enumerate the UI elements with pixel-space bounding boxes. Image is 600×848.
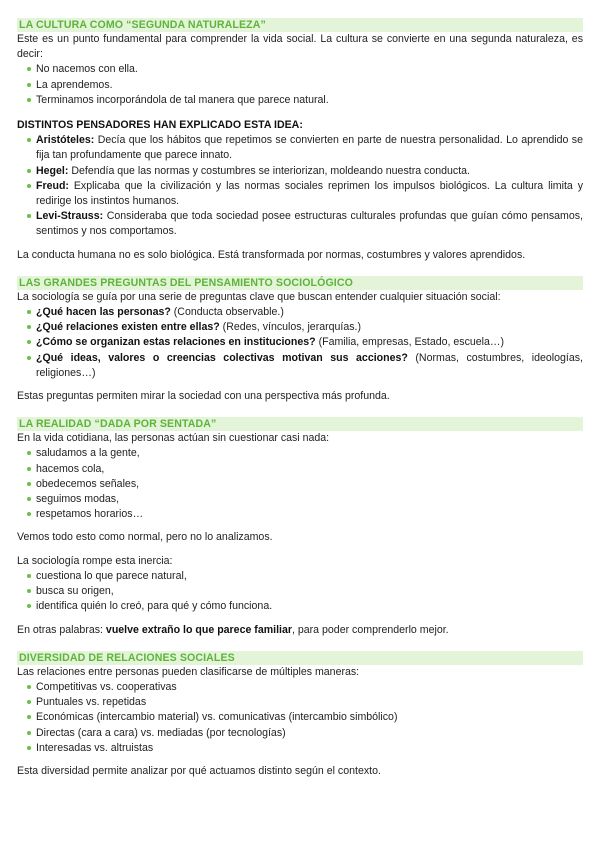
section-heading-realidad-dada: LA REALIDAD “DADA POR SENTADA” — [17, 417, 583, 431]
list-item: La aprendemos. — [27, 78, 583, 93]
subheading-pensadores: DISTINTOS PENSADORES HAN EXPLICADO ESTA IDEA: — [17, 119, 303, 132]
paragraph: La sociología rompe esta inercia: — [17, 554, 173, 567]
section-intro: La sociología se guía por una serie de preguntas clave que buscan entender cualquier situación social: — [17, 290, 501, 303]
list-item: Freud: Explicaba que la civilización y las normas sociales reprimen los impulsos biológicos. La cultura limita y redirige los instintos humanos. — [27, 179, 583, 209]
bullet-icon — [27, 700, 31, 704]
bullet-icon — [27, 715, 31, 719]
bullet-icon — [27, 184, 31, 188]
section-intro: En la vida cotidiana, las personas actúan sin cuestionar casi nada: — [17, 432, 330, 445]
bullet-icon — [27, 83, 31, 87]
bullet-list — [17, 569, 583, 615]
bullet-icon — [27, 98, 31, 102]
closing-paragraph: Estas preguntas permiten mirar la sociedad con una perspectiva más profunda. — [17, 390, 390, 403]
list-item: seguimos modas, — [27, 492, 583, 507]
bullet-icon — [27, 685, 31, 689]
bullet-icon — [27, 731, 31, 735]
list-item: Terminamos incorporándola de tal manera que parece natural. — [27, 93, 583, 108]
list-item: Interesadas vs. altruistas — [27, 741, 583, 756]
list-item: Económicas (intercambio material) vs. comunicativas (intercambio simbólico) — [27, 710, 583, 725]
questions-list — [17, 305, 583, 381]
list-item: identifica quién lo creó, para qué y cómo funciona. — [27, 599, 583, 614]
section-heading-grandes-preguntas: LAS GRANDES PREGUNTAS DEL PENSAMIENTO SOCIOLÓGICO — [17, 276, 583, 290]
bullet-icon — [27, 604, 31, 608]
bullet-icon — [27, 340, 31, 344]
list-item: ¿Cómo se organizan estas relaciones en instituciones? (Familia, empresas, Estado, escuela…) — [27, 335, 583, 350]
section-intro: Las relaciones entre personas pueden clasificarse de múltiples maneras: — [17, 665, 360, 678]
section-heading-diversidad: DIVERSIDAD DE RELACIONES SOCIALES — [17, 651, 583, 665]
bullet-icon — [27, 310, 31, 314]
list-item: Hegel: Defendía que las normas y costumbres se interiorizan, moldeando nuestra conducta. — [27, 164, 583, 179]
list-item: cuestiona lo que parece natural, — [27, 569, 583, 584]
list-item: No nacemos con ella. — [27, 62, 583, 77]
list-item: hacemos cola, — [27, 462, 583, 477]
closing-paragraph: La conducta humana no es solo biológica. Está transformada por normas, costumbres y valores aprendidos. — [17, 248, 526, 261]
bullet-icon — [27, 574, 31, 578]
list-item: ¿Qué relaciones existen entre ellas? (Redes, vínculos, jerarquías.) — [27, 320, 583, 335]
bullet-icon — [27, 512, 31, 516]
list-item: Levi-Strauss: Consideraba que toda sociedad posee estructuras culturales profundas que guían cómo pensamos, sentimos y nos comportamos. — [27, 209, 583, 239]
list-item: Aristóteles: Decía que los hábitos que repetimos se convierten en parte de nuestra personalidad. Lo aprendido se fija tan profundamente que parece innato. — [27, 133, 583, 163]
bullet-list — [17, 680, 583, 756]
bullet-icon — [27, 138, 31, 142]
list-item: saludamos a la gente, — [27, 446, 583, 461]
list-item: busca su origen, — [27, 584, 583, 599]
paragraph: Vemos todo esto como normal, pero no lo analizamos. — [17, 531, 273, 544]
bullet-icon — [27, 589, 31, 593]
bullet-icon — [27, 356, 31, 360]
bullet-icon — [27, 325, 31, 329]
bullet-icon — [27, 746, 31, 750]
bullet-list — [17, 446, 583, 522]
list-item: respetamos horarios… — [27, 507, 583, 522]
section-heading-segunda-naturaleza: LA CULTURA COMO “SEGUNDA NATURALEZA” — [17, 18, 583, 32]
bullet-list — [17, 62, 583, 108]
list-item: Puntuales vs. repetidas — [27, 695, 583, 710]
bullet-icon — [27, 67, 31, 71]
bullet-icon — [27, 482, 31, 486]
bullet-icon — [27, 214, 31, 218]
section-intro: Este es un punto fundamental para comprender la vida social. La cultura se convierte en una segunda naturaleza, es decir: — [17, 33, 583, 61]
bullet-icon — [27, 467, 31, 471]
list-item: ¿Qué ideas, valores o creencias colectivas motivan sus acciones? (Normas, costumbres, ideologías, religiones…) — [27, 351, 583, 381]
list-item: Directas (cara a cara) vs. mediadas (por tecnologías) — [27, 726, 583, 741]
list-item: obedecemos señales, — [27, 477, 583, 492]
closing-paragraph: En otras palabras: vuelve extraño lo que parece familiar, para poder comprenderlo mejor. — [17, 623, 449, 636]
thinkers-list — [17, 133, 583, 239]
list-item: ¿Qué hacen las personas? (Conducta observable.) — [27, 305, 583, 320]
list-item: Competitivas vs. cooperativas — [27, 680, 583, 695]
bullet-icon — [27, 497, 31, 501]
closing-paragraph: Esta diversidad permite analizar por qué actuamos distinto según el contexto. — [17, 764, 381, 777]
bullet-icon — [27, 169, 31, 173]
bullet-icon — [27, 451, 31, 455]
